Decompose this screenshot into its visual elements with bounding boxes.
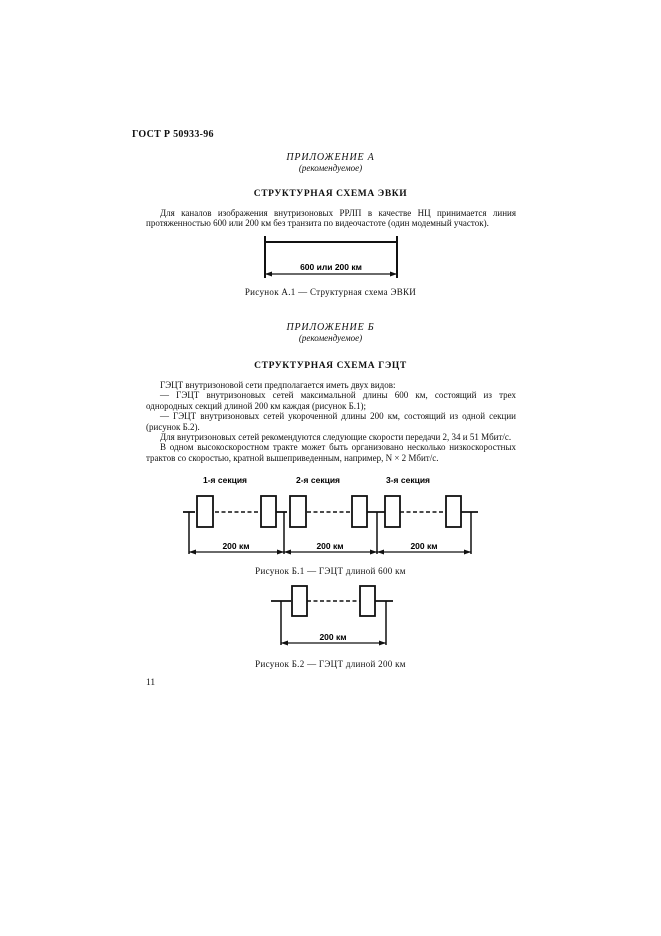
appendix-a-subtitle: (рекомендуемое) [298, 163, 363, 173]
figure-b1-box-1 [197, 496, 213, 527]
figure-b2-diagram [265, 582, 400, 652]
appendix-a-text: Для каналов изображения внутризоновых РРЛП в качестве НЦ принимается линия протяженностью 600 или 200 км без транзита по видеочастоте (один модемный участок). [146, 208, 516, 229]
appendix-b-paragraph-4: Для внутризоновых сетей рекомендуются следующие скорости передачи 2, 34 и 51 Мбит/с. [160, 432, 512, 443]
appendix-b-subtitle: (рекомендуемое) [298, 333, 363, 343]
figure-b1-distance-2: 200 км [316, 541, 344, 551]
figure-b2-distance: 200 км [319, 632, 347, 642]
figure-b1-distance-3: 200 км [410, 541, 438, 551]
figure-b1-distance-1: 200 км [222, 541, 250, 551]
figure-b1-arrow-4 [370, 550, 377, 555]
appendix-b-paragraphs [146, 380, 516, 463]
figure-b1-section-3-label: 3-я секция [386, 475, 430, 485]
appendix-b-title: ПРИЛОЖЕНИЕ Б [286, 322, 375, 333]
appendix-a-title: ПРИЛОЖЕНИЕ А [286, 152, 375, 163]
figure-b1-section-2-label: 2-я секция [296, 475, 340, 485]
figure-a1-diagram [255, 232, 405, 282]
appendix-b-paragraph-2: — ГЭЦТ внутризоновых сетей максимальной длины 600 км, состоящий из трех однородных секций длиной 200 км каждая (рисунок Б.1); [146, 390, 516, 411]
appendix-b-paragraph-1: ГЭЦТ внутризоновой сети предполагается иметь двух видов: [160, 380, 396, 390]
figure-b1-diagram [175, 472, 485, 562]
figure-b2-arrow-left [281, 641, 288, 646]
figure-b1-section-1-label: 1-я секция [203, 475, 247, 485]
figure-b1-box-6 [446, 496, 461, 527]
figure-b1-box-5 [385, 496, 400, 527]
figure-b2-box-1 [292, 586, 307, 616]
figure-a1-caption: Рисунок А.1 — Структурная схема ЭВКИ [244, 287, 417, 297]
figure-a1-label: 600 или 200 км [300, 262, 362, 272]
figure-b1-arrow-2 [277, 550, 284, 555]
figure-b1-caption: Рисунок Б.1 — ГЭЦТ длиной 600 км [255, 566, 406, 576]
appendix-a-heading: СТРУКТУРНАЯ СХЕМА ЭВКИ [253, 189, 408, 199]
figure-b1-arrow-3 [284, 550, 291, 555]
figure-b2-box-2 [360, 586, 375, 616]
figure-b2-caption: Рисунок Б.2 — ГЭЦТ длиной 200 км [255, 659, 406, 669]
figure-b2-arrow-right [379, 641, 386, 646]
figure-b1-box-3 [290, 496, 306, 527]
figure-b1-box-4 [352, 496, 367, 527]
appendix-b-paragraph-5: В одном высокоскоростном тракте может быть организовано несколько низкоскоростных трактов со скоростью, кратной вышеприведенным, например, N × 2 Мбит/с. [146, 442, 516, 463]
figure-b1-box-2 [261, 496, 276, 527]
figure-b1-arrow-1 [189, 550, 196, 555]
figure-b1-arrow-6 [464, 550, 471, 555]
appendix-b-heading: СТРУКТУРНАЯ СХЕМА ГЭЦТ [254, 361, 407, 371]
appendix-b-paragraph-3: — ГЭЦТ внутризоновых сетей укороченной длины 200 км, состоящий из одной секции (рисунок Б.2). [146, 411, 516, 432]
figure-a1-arrow-right [390, 272, 397, 277]
document-code: ГОСТ Р 50933-96 [132, 129, 214, 140]
appendix-a-paragraph [146, 208, 516, 229]
figure-b1-arrow-5 [377, 550, 384, 555]
figure-a1-arrow-left [265, 272, 272, 277]
page-number: 11 [146, 678, 156, 688]
